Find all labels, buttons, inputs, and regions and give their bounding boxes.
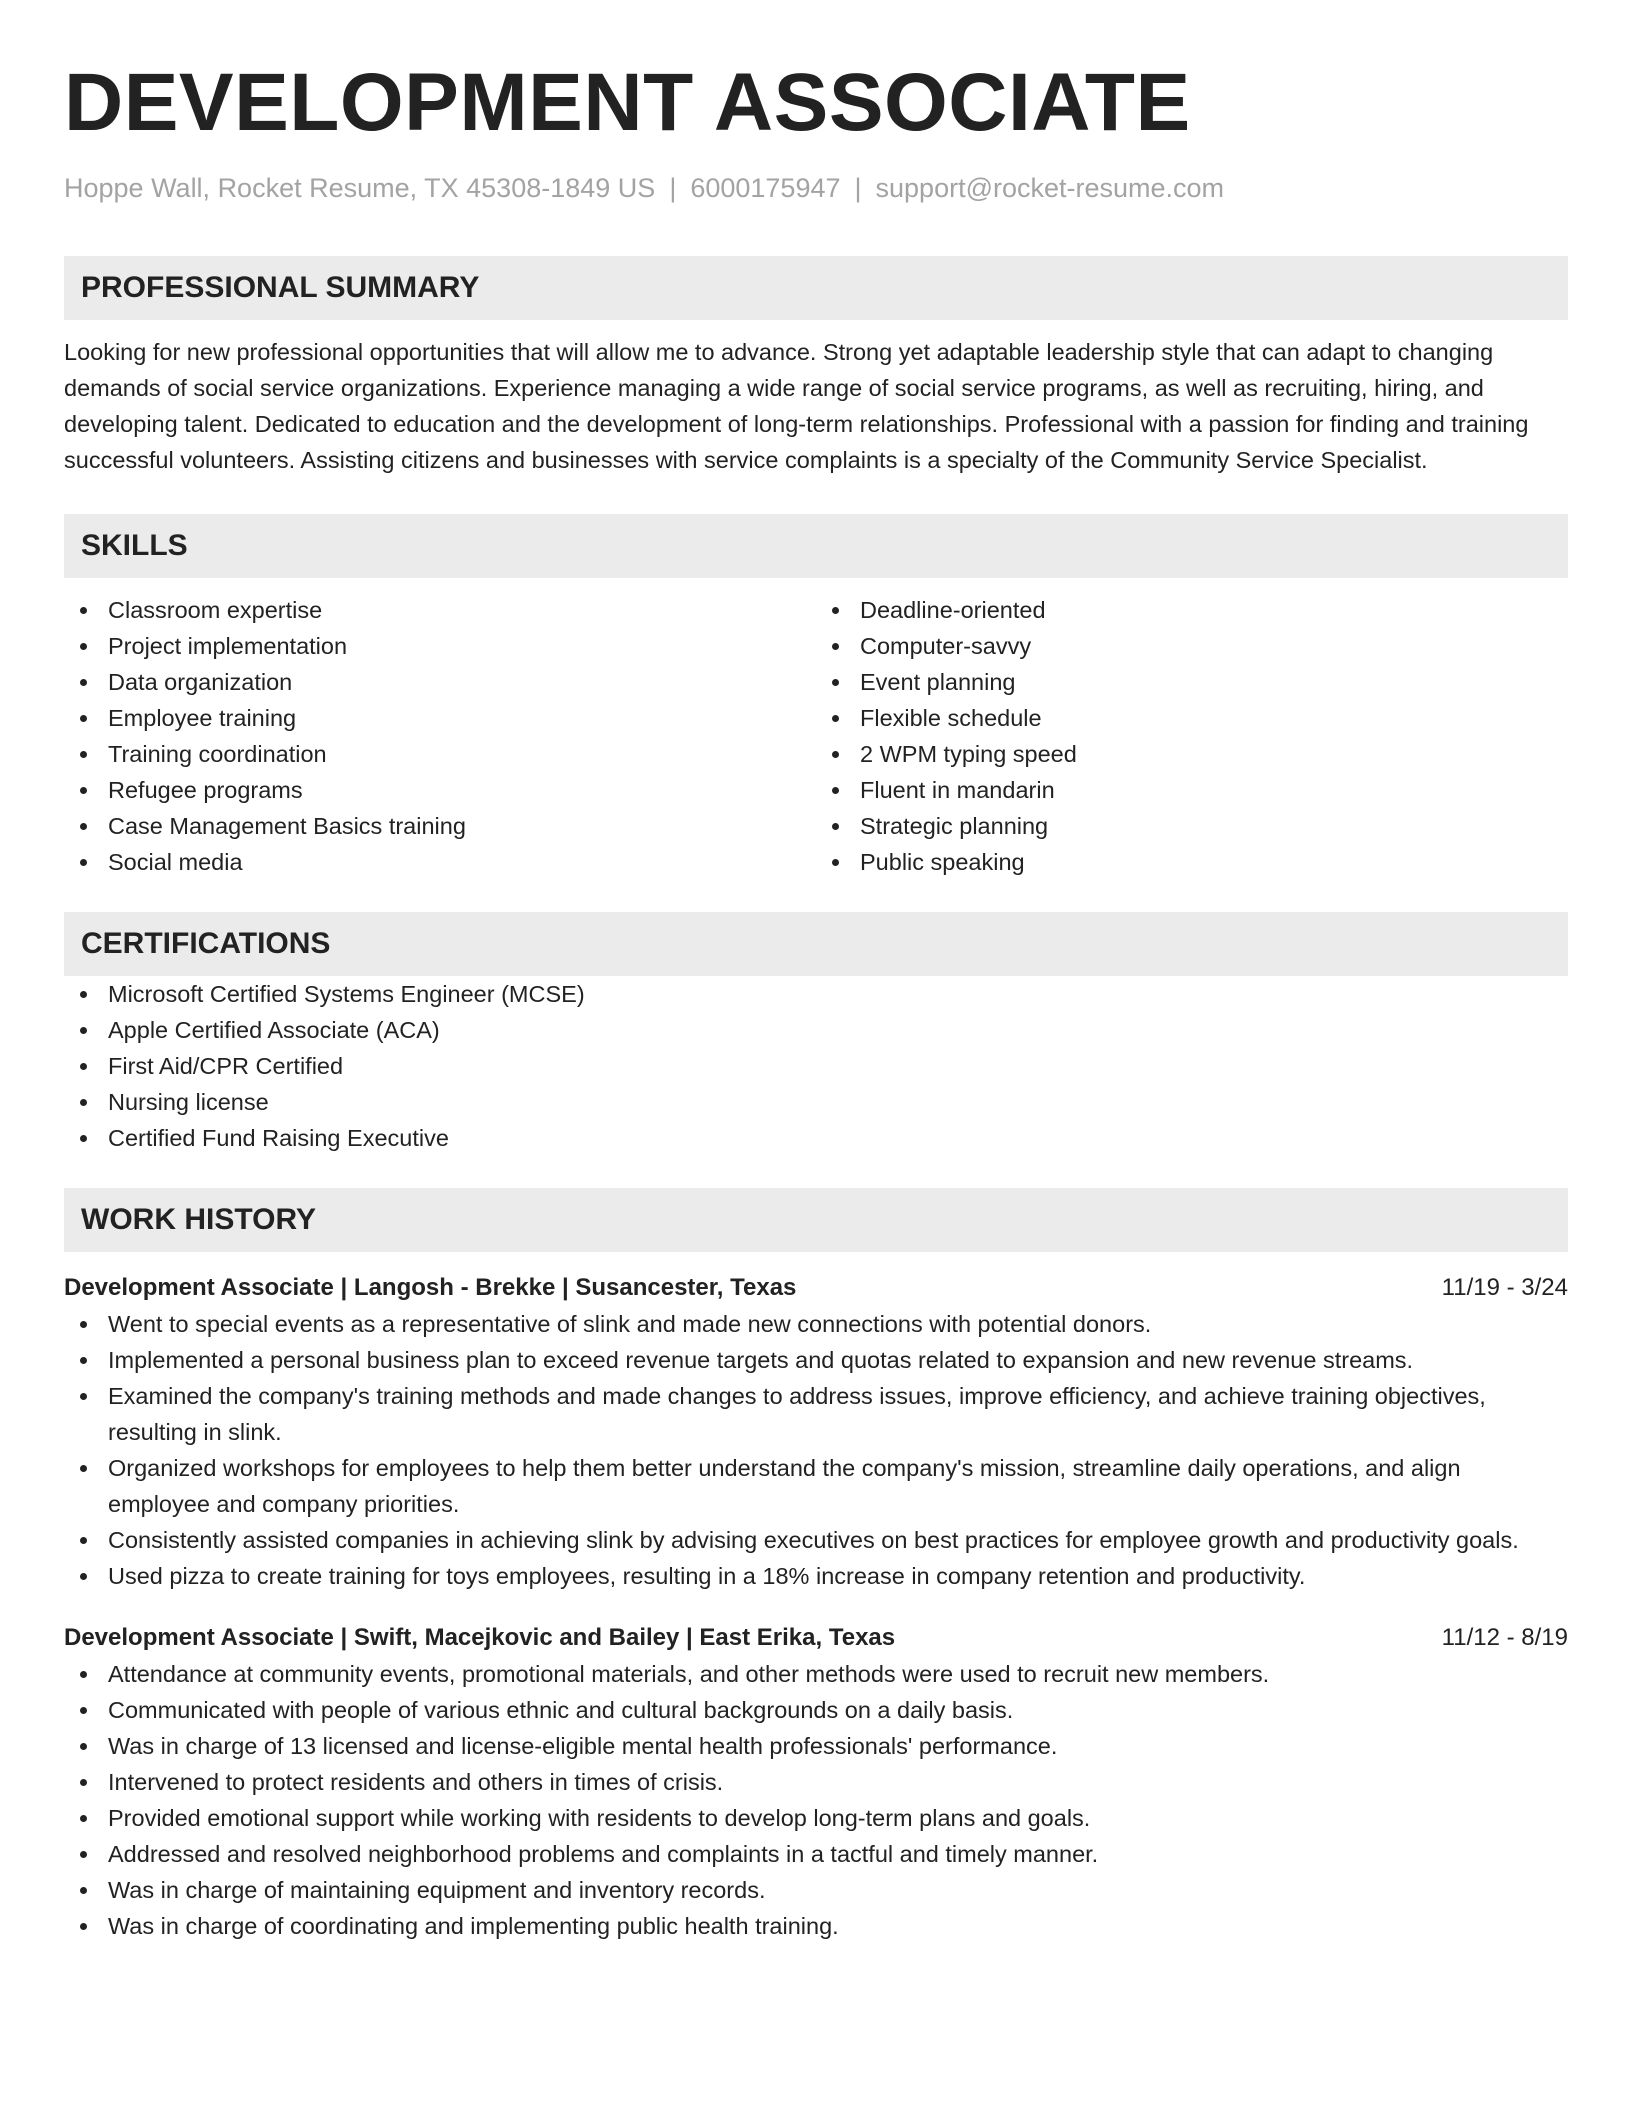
section-header-work-history: WORK HISTORY [64, 1188, 1568, 1252]
job-bullet: Used pizza to create training for toys employees, resulting in a 18% increase in company retention and productivity. [64, 1558, 1568, 1594]
job-bullet: Was in charge of coordinating and implementing public health training. [64, 1908, 1568, 1944]
job-bullets [64, 1656, 1568, 1944]
job-entry [64, 1270, 1568, 1594]
certifications-list [64, 976, 1568, 1156]
job-bullet: Was in charge of 13 licensed and license-eligible mental health professionals' performance. [64, 1728, 1568, 1764]
resume-title: DEVELOPMENT ASSOCIATE [64, 57, 1191, 148]
skills-grid [64, 592, 1568, 880]
certification-item: Certified Fund Raising Executive [64, 1120, 1568, 1156]
skill-item: Data organization [64, 664, 816, 700]
job-dates: 11/12 - 8/19 [1441, 1624, 1568, 1652]
job-bullet: Attendance at community events, promotional materials, and other methods were used to recruit new members. [64, 1656, 1568, 1692]
job-bullet: Implemented a personal business plan to exceed revenue targets and quotas related to expansion and new revenue streams. [64, 1342, 1568, 1378]
job-bullet: Intervened to protect residents and others in times of crisis. [64, 1764, 1568, 1800]
skill-item: Deadline-oriented [816, 592, 1568, 628]
job-bullet: Provided emotional support while working with residents to develop long-term plans and goals. [64, 1800, 1568, 1836]
skill-item: Employee training [64, 700, 816, 736]
section-header-summary: PROFESSIONAL SUMMARY [64, 256, 1568, 320]
skills-list-right [816, 592, 1568, 880]
skill-item: Case Management Basics training [64, 808, 816, 844]
certification-item: Microsoft Certified Systems Engineer (MCSE) [64, 976, 1568, 1012]
skill-item: Public speaking [816, 844, 1568, 880]
job-bullet: Communicated with people of various ethnic and cultural backgrounds on a daily basis. [64, 1692, 1568, 1728]
job-bullets [64, 1306, 1568, 1594]
contact-separator: | [854, 173, 862, 203]
skill-item: Fluent in mandarin [816, 772, 1568, 808]
skill-item: Computer-savvy [816, 628, 1568, 664]
contact-phone: 6000175947 [690, 173, 841, 203]
job-header [64, 1620, 1568, 1656]
certification-item: Nursing license [64, 1084, 1568, 1120]
certification-item: First Aid/CPR Certified [64, 1048, 1568, 1084]
job-dates: 11/19 - 3/24 [1441, 1274, 1568, 1302]
job-bullet: Organized workshops for employees to help them better understand the company's mission, streamline daily operations, and align employee and company priorities. [64, 1450, 1568, 1522]
contact-address: Hoppe Wall, Rocket Resume, TX 45308-1849 US [64, 173, 656, 203]
skill-item: Event planning [816, 664, 1568, 700]
job-entry [64, 1620, 1568, 1944]
contact-email: support@rocket-resume.com [875, 173, 1225, 203]
skill-item: Social media [64, 844, 816, 880]
contact-separator: | [669, 173, 677, 203]
job-bullet: Was in charge of maintaining equipment and inventory records. [64, 1872, 1568, 1908]
summary-text: Looking for new professional opportunities that will allow me to advance. Strong yet adaptable leadership style that can adapt to changing demands of social service organizations. Experience managing a wide range of social service programs, as well as recruiting, hiring, and developing talent. Dedicated to education and the development of long-term relationships. Professional with a passion for finding and training successful volunteers. Assisting citizens and businesses with service complaints is a specialty of the Community Service Specialist. [64, 339, 1529, 474]
skill-item: Project implementation [64, 628, 816, 664]
skills-list-left [64, 592, 816, 880]
skill-item: Strategic planning [816, 808, 1568, 844]
skill-item: 2 WPM typing speed [816, 736, 1568, 772]
skills-column-left [64, 592, 816, 880]
skill-item: Refugee programs [64, 772, 816, 808]
job-bullet: Addressed and resolved neighborhood problems and complaints in a tactful and timely manner. [64, 1836, 1568, 1872]
skill-item: Training coordination [64, 736, 816, 772]
job-title: Development Associate | Swift, Macejkovic and Bailey | East Erika, Texas [64, 1624, 896, 1652]
job-bullet: Went to special events as a representative of slink and made new connections with potential donors. [64, 1306, 1568, 1342]
skill-item: Flexible schedule [816, 700, 1568, 736]
job-bullet: Examined the company's training methods and made changes to address issues, improve efficiency, and achieve training objectives, resulting in slink. [64, 1378, 1568, 1450]
section-header-skills: SKILLS [64, 514, 1568, 578]
contact-line [64, 172, 1568, 204]
certification-item: Apple Certified Associate (ACA) [64, 1012, 1568, 1048]
skills-column-right [816, 592, 1568, 880]
job-title: Development Associate | Langosh - Brekke | Susancester, Texas [64, 1274, 797, 1302]
skill-item: Classroom expertise [64, 592, 816, 628]
job-bullet: Consistently assisted companies in achieving slink by advising executives on best practices for employee growth and productivity goals. [64, 1522, 1568, 1558]
section-header-certifications: CERTIFICATIONS [64, 912, 1568, 976]
job-header [64, 1270, 1568, 1306]
